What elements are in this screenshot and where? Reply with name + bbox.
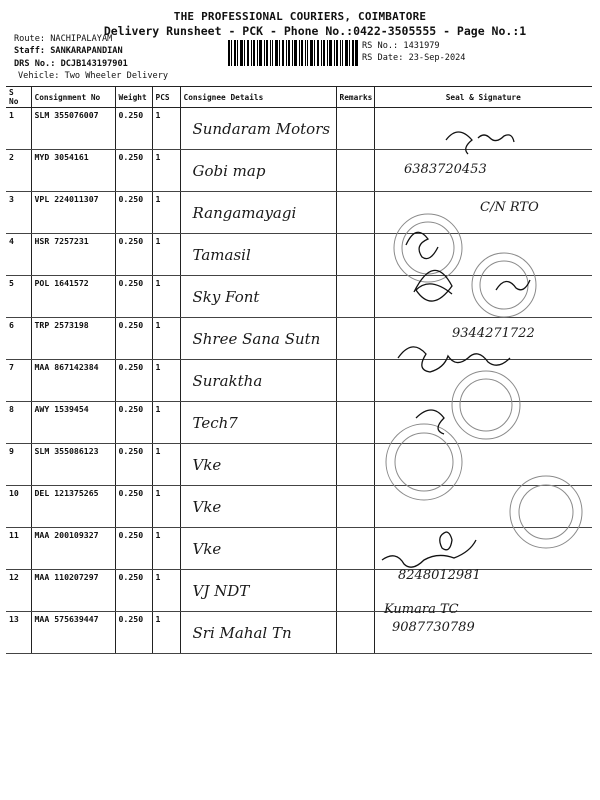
row-pcs: 1 bbox=[152, 444, 180, 486]
route-label: Route: NACHIPALAYAM bbox=[14, 34, 113, 44]
table-row bbox=[6, 360, 592, 402]
row-remarks bbox=[336, 528, 374, 570]
row-pcs: 1 bbox=[152, 486, 180, 528]
row-consignee bbox=[180, 108, 336, 150]
row-consignment-no: AWY 1539454 bbox=[31, 402, 115, 444]
row-weight: 0.250 bbox=[115, 360, 152, 402]
row-sno: 3 bbox=[6, 192, 31, 234]
row-remarks bbox=[336, 276, 374, 318]
row-seal bbox=[374, 444, 592, 486]
row-remarks bbox=[336, 486, 374, 528]
row-sno: 5 bbox=[6, 276, 31, 318]
handwritten-consignee: Gobi map bbox=[192, 162, 266, 180]
row-sno: 13 bbox=[6, 612, 31, 654]
row-weight: 0.250 bbox=[115, 150, 152, 192]
row-consignment-no: SLM 355076007 bbox=[31, 108, 115, 150]
row-pcs: 1 bbox=[152, 570, 180, 612]
handwritten-consignee: Tech7 bbox=[192, 414, 238, 432]
col-header-consignment: Consignment No bbox=[31, 87, 115, 108]
row-weight: 0.250 bbox=[115, 402, 152, 444]
table-header-row bbox=[6, 87, 592, 108]
row-seal bbox=[374, 234, 592, 276]
table-row bbox=[6, 486, 592, 528]
row-remarks bbox=[336, 360, 374, 402]
header-title: THE PROFESSIONAL COURIERS, COIMBATORE bbox=[173, 10, 427, 23]
handwritten-consignee: Shree Sana Sutn bbox=[192, 330, 321, 348]
handwritten-consignee: Sky Font bbox=[192, 288, 260, 306]
handwritten-consignee: VJ NDT bbox=[192, 582, 250, 600]
row-consignee bbox=[180, 360, 336, 402]
row-consignment-no: VPL 224011307 bbox=[31, 192, 115, 234]
signature-note-phone-13: 9087730789 bbox=[392, 620, 475, 635]
row-consignee bbox=[180, 528, 336, 570]
runsheet-table bbox=[6, 86, 592, 654]
row-weight: 0.250 bbox=[115, 444, 152, 486]
col-header-weight: Weight bbox=[115, 87, 152, 108]
row-consignment-no: SLM 355086123 bbox=[31, 444, 115, 486]
handwritten-consignee: Sri Mahal Tn bbox=[192, 624, 292, 642]
row-remarks bbox=[336, 192, 374, 234]
row-weight: 0.250 bbox=[115, 234, 152, 276]
row-weight: 0.250 bbox=[115, 276, 152, 318]
row-weight: 0.250 bbox=[115, 318, 152, 360]
signature-note-phone-12: 8248012981 bbox=[398, 568, 481, 583]
row-remarks bbox=[336, 612, 374, 654]
handwritten-consignee: Vke bbox=[192, 498, 222, 516]
row-sno: 7 bbox=[6, 360, 31, 402]
signature-note-phone-2: 6383720453 bbox=[404, 162, 487, 177]
row-sno: 12 bbox=[6, 570, 31, 612]
table-row bbox=[6, 234, 592, 276]
handwritten-consignee: Vke bbox=[192, 456, 222, 474]
row-remarks bbox=[336, 402, 374, 444]
handwritten-consignee: Rangamayagi bbox=[192, 204, 297, 222]
table-row bbox=[6, 402, 592, 444]
row-remarks bbox=[336, 108, 374, 150]
table-row bbox=[6, 444, 592, 486]
header-subtitle: Delivery Runsheet - PCK - Phone No.:0422-3505555 - Page No.:1 bbox=[103, 24, 527, 38]
row-pcs: 1 bbox=[152, 150, 180, 192]
row-sno: 8 bbox=[6, 402, 31, 444]
row-remarks bbox=[336, 150, 374, 192]
row-consignee bbox=[180, 402, 336, 444]
row-sno: 6 bbox=[6, 318, 31, 360]
row-consignment-no: POL 1641572 bbox=[31, 276, 115, 318]
row-sno: 11 bbox=[6, 528, 31, 570]
row-consignee bbox=[180, 612, 336, 654]
row-weight: 0.250 bbox=[115, 570, 152, 612]
row-consignment-no: MAA 575639447 bbox=[31, 612, 115, 654]
row-consignee bbox=[180, 234, 336, 276]
row-consignee bbox=[180, 276, 336, 318]
row-sno: 10 bbox=[6, 486, 31, 528]
row-seal bbox=[374, 108, 592, 150]
table-row bbox=[6, 612, 592, 654]
drs-label: DRS No.: DCJB143197901 bbox=[14, 59, 128, 69]
row-seal bbox=[374, 402, 592, 444]
row-consignment-no: MYD 3054161 bbox=[31, 150, 115, 192]
row-sno: 9 bbox=[6, 444, 31, 486]
table-row bbox=[6, 108, 592, 150]
row-sno: 2 bbox=[6, 150, 31, 192]
row-weight: 0.250 bbox=[115, 108, 152, 150]
row-seal bbox=[374, 360, 592, 402]
row-pcs: 1 bbox=[152, 360, 180, 402]
row-pcs: 1 bbox=[152, 318, 180, 360]
handwritten-consignee: Vke bbox=[192, 540, 222, 558]
table-row bbox=[6, 150, 592, 192]
col-header-remarks: Remarks bbox=[336, 87, 374, 108]
row-seal bbox=[374, 528, 592, 570]
table-row bbox=[6, 276, 592, 318]
row-consignment-no: MAA 200109327 bbox=[31, 528, 115, 570]
row-remarks bbox=[336, 570, 374, 612]
barcode bbox=[228, 40, 358, 66]
signature-note-name-13: Kumara TC bbox=[384, 602, 459, 617]
row-sno: 1 bbox=[6, 108, 31, 150]
row-consignee bbox=[180, 192, 336, 234]
col-header-sno: S No bbox=[6, 87, 31, 108]
table-row bbox=[6, 570, 592, 612]
row-pcs: 1 bbox=[152, 276, 180, 318]
table-row bbox=[6, 528, 592, 570]
row-pcs: 1 bbox=[152, 528, 180, 570]
row-remarks bbox=[336, 444, 374, 486]
row-consignment-no: MAA 110207297 bbox=[31, 570, 115, 612]
col-header-consignee: Consignee Details bbox=[180, 87, 336, 108]
row-weight: 0.250 bbox=[115, 612, 152, 654]
row-consignment-no: MAA 867142384 bbox=[31, 360, 115, 402]
row-consignment-no: HSR 7257231 bbox=[31, 234, 115, 276]
row-consignment-no: DEL 121375265 bbox=[31, 486, 115, 528]
row-seal bbox=[374, 486, 592, 528]
handwritten-consignee: Suraktha bbox=[192, 372, 263, 390]
row-remarks bbox=[336, 318, 374, 360]
row-consignee bbox=[180, 150, 336, 192]
row-consignee bbox=[180, 486, 336, 528]
row-consignee bbox=[180, 318, 336, 360]
row-weight: 0.250 bbox=[115, 486, 152, 528]
row-pcs: 1 bbox=[152, 402, 180, 444]
row-consignee bbox=[180, 444, 336, 486]
row-weight: 0.250 bbox=[115, 192, 152, 234]
row-consignment-no: TRP 2573198 bbox=[31, 318, 115, 360]
handwritten-consignee: Tamasil bbox=[192, 246, 251, 264]
col-header-seal: Seal & Signature bbox=[374, 87, 592, 108]
row-sno: 4 bbox=[6, 234, 31, 276]
rs-date: RS Date: 23-Sep-2024 bbox=[362, 53, 466, 63]
row-pcs: 1 bbox=[152, 192, 180, 234]
row-seal bbox=[374, 276, 592, 318]
row-pcs: 1 bbox=[152, 108, 180, 150]
row-weight: 0.250 bbox=[115, 528, 152, 570]
col-header-pcs: PCS bbox=[152, 87, 180, 108]
row-remarks bbox=[336, 234, 374, 276]
staff-label: Staff: SANKARAPANDIAN bbox=[14, 46, 123, 56]
handwritten-consignee: Sundaram Motors bbox=[192, 120, 331, 138]
rs-number: RS No.: 1431979 bbox=[362, 41, 440, 51]
vehicle-label: Vehicle: Two Wheeler Delivery bbox=[18, 71, 169, 81]
signature-note-phone-6: 9344271722 bbox=[452, 326, 535, 341]
signature-note-c-n-rto: C/N RTO bbox=[480, 200, 539, 215]
row-pcs: 1 bbox=[152, 612, 180, 654]
row-consignee bbox=[180, 570, 336, 612]
row-pcs: 1 bbox=[152, 234, 180, 276]
